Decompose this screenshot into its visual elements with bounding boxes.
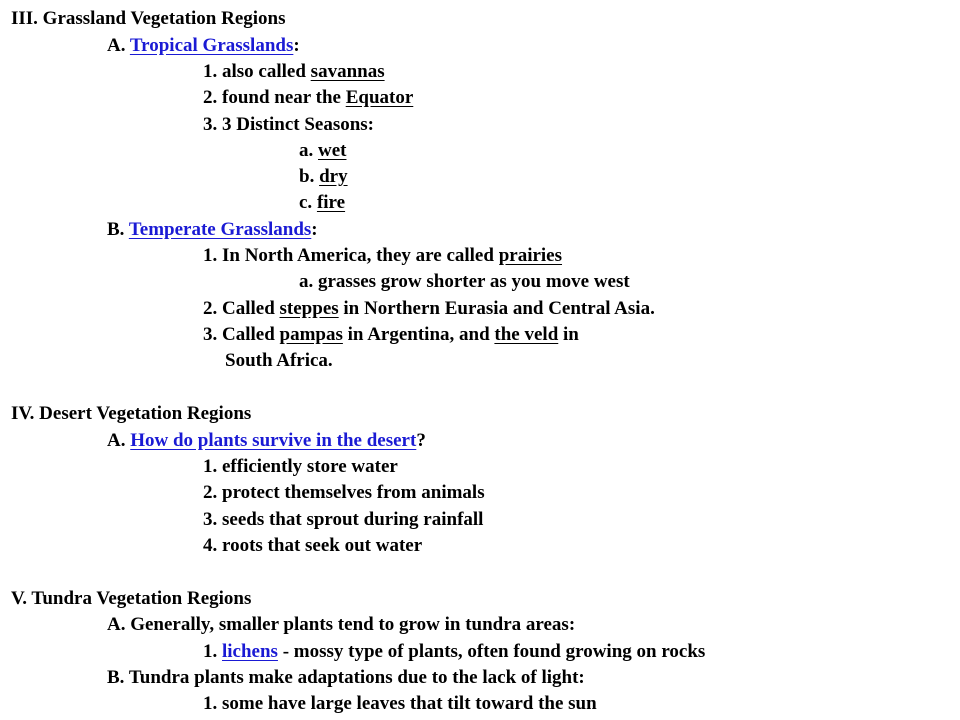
item-text: South Africa. — [225, 350, 333, 371]
subheading-adaptations — [107, 667, 585, 689]
list-item-equator — [203, 87, 413, 109]
heading-text: III. Grassland Vegetation Regions — [11, 8, 286, 29]
item-prefix: A. — [107, 35, 130, 56]
list-item-store-water — [203, 456, 398, 478]
item-text: B. Tundra plants make adaptations due to the lack of light: — [107, 667, 585, 688]
term-wet: wet — [318, 140, 347, 161]
list-item-prairies — [203, 245, 562, 267]
tropical-grasslands-link[interactable]: Tropical Grasslands — [129, 35, 294, 56]
subheading-temperate-grasslands — [107, 219, 318, 241]
subheading-tropical-grasslands — [107, 35, 300, 57]
item-prefix: A. — [107, 430, 131, 451]
list-item-dry — [299, 166, 348, 188]
term-pampas: pampas — [279, 324, 343, 345]
item-prefix: B. — [107, 219, 129, 240]
desert-survival-link[interactable]: How do plants survive in the desert — [130, 430, 417, 451]
term-equator: Equator — [345, 87, 414, 108]
subheading-desert-survival — [107, 430, 426, 452]
item-suffix: ? — [416, 430, 426, 451]
item-text: 2. Called — [203, 298, 280, 319]
item-suffix: : — [293, 35, 300, 56]
item-text: 1. efficiently store water — [203, 456, 398, 477]
list-item-lichens — [203, 641, 705, 663]
list-item-roots — [203, 535, 422, 557]
item-text: 1. In North America, they are called — [203, 245, 499, 266]
term-fire: fire — [316, 192, 346, 213]
list-item-savannas — [203, 61, 385, 83]
list-item-grasses-shorter — [299, 271, 630, 293]
item-text: 3. seeds that sprout during rainfall — [203, 509, 484, 530]
heading-text: V. Tundra Vegetation Regions — [11, 588, 252, 609]
item-text: c. — [299, 192, 317, 213]
term-steppes: steppes — [279, 298, 339, 319]
term-savannas: savannas — [310, 61, 385, 82]
subheading-smaller-plants — [107, 614, 575, 636]
heading-text: IV. Desert Vegetation Regions — [11, 403, 252, 424]
item-text: 4. roots that seek out water — [203, 535, 423, 556]
item-text: 1. — [203, 641, 222, 662]
lichens-link[interactable]: lichens — [222, 641, 278, 662]
item-text: - mossy type of plants, often found growing on rocks — [277, 641, 706, 662]
item-text: in Argentina, and — [342, 324, 495, 345]
item-text: 1. also called — [203, 61, 311, 82]
list-item-seeds — [203, 509, 483, 531]
item-text: 3. 3 Distinct Seasons: — [203, 114, 375, 135]
list-item-large-leaves — [203, 693, 597, 715]
item-text: b. — [299, 166, 320, 187]
list-item-seasons — [203, 114, 374, 136]
item-text: a. grasses grow shorter as you move west — [299, 271, 630, 292]
item-text: a. — [299, 140, 318, 161]
item-text: 1. some have large leaves that tilt toward the sun — [203, 693, 597, 714]
item-text: 2. protect themselves from animals — [203, 482, 485, 503]
term-dry: dry — [319, 166, 348, 187]
section-heading-desert — [11, 403, 251, 425]
list-item-pampas — [203, 324, 579, 346]
item-text: in Northern Eurasia and Central Asia. — [338, 298, 655, 319]
term-prairies: prairies — [498, 245, 563, 266]
section-heading-grassland — [11, 8, 286, 30]
item-text: in — [558, 324, 579, 345]
item-text: 3. Called — [203, 324, 280, 345]
list-item-steppes — [203, 298, 655, 320]
item-suffix: : — [311, 219, 318, 240]
item-text: 2. found near the — [203, 87, 346, 108]
list-item-protect — [203, 482, 485, 504]
temperate-grasslands-link[interactable]: Temperate Grasslands — [128, 219, 312, 240]
list-item-fire — [299, 192, 345, 214]
list-item-south-africa — [225, 350, 333, 372]
item-text: A. Generally, smaller plants tend to grow in tundra areas: — [107, 614, 576, 635]
section-heading-tundra — [11, 588, 251, 610]
list-item-wet — [299, 140, 346, 162]
term-the-veld: the veld — [494, 324, 559, 345]
